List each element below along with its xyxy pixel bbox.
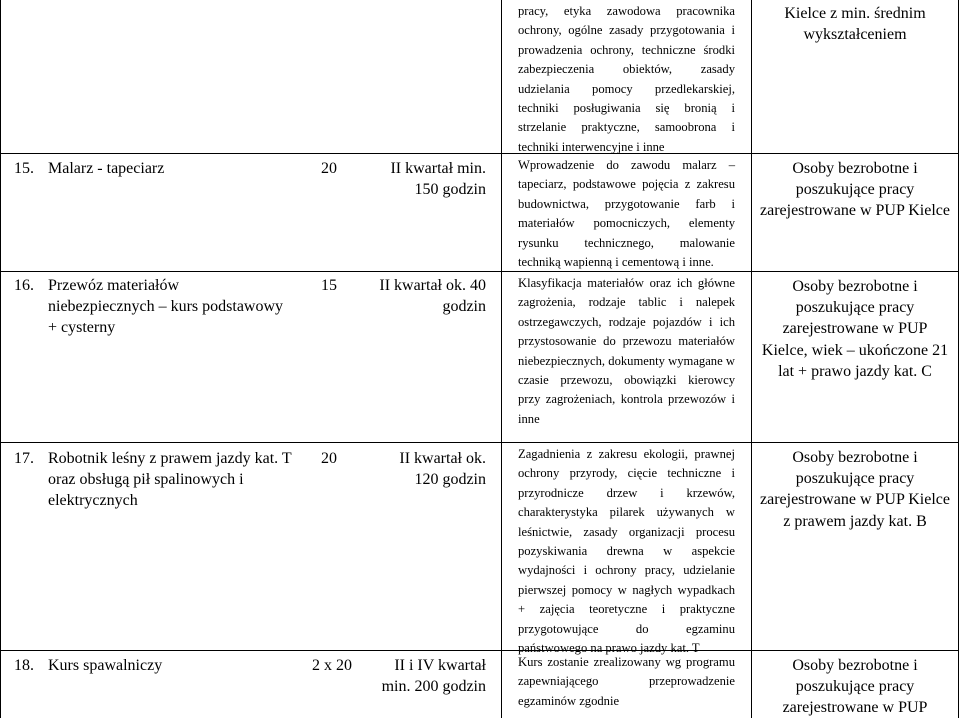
table-row <box>518 2 735 157</box>
participant-count: 20 <box>321 160 337 177</box>
target-group: Osoby bezrobotne i poszukujące pracy zarejestrowane w PUP Kielce z prawem jazdy kat. B <box>760 449 950 530</box>
row-divider <box>0 650 959 651</box>
target-group-cell <box>760 3 950 45</box>
course-term: II kwartał ok. 120 godzin <box>399 450 486 488</box>
course-name: Malarz - tapeciarz <box>48 160 165 177</box>
participant-count: 2 x 20 <box>312 657 352 674</box>
course-term: II kwartał ok. 40 godzin <box>379 277 486 315</box>
row-number: 15. <box>14 160 34 177</box>
table-row <box>14 448 294 511</box>
row-number: 17. <box>14 450 34 467</box>
table-row <box>14 275 284 338</box>
course-name: Robotnik leśny z prawem jazdy kat. T oraz obsługą pił spalinowych i elektrycznych <box>48 450 292 509</box>
target-group: Kielce z min. średnim wykształceniem <box>784 5 926 44</box>
target-group: Osoby bezrobotne i poszukujące pracy zarejestrowane w PUP Kielce <box>760 160 950 220</box>
target-group: Osoby bezrobotne i poszukujące pracy zarejestrowane w PUP Kielce, wiek – ukończone 21 lat + prawo jazdy kat. C <box>761 278 949 380</box>
table-border-left <box>0 0 1 718</box>
table-row <box>14 158 314 179</box>
row-divider <box>0 271 959 272</box>
course-term: II i IV kwartał min. 200 godzin <box>381 657 486 695</box>
course-name: Przewóz materiałów niebezpiecznych – kurs podstawowy + cysterny <box>48 277 284 336</box>
program-description: Klasyfikacja materiałów oraz ich główne zagrożenia, rodzaje tablic i nalepek ostrzegawczych, rodzaje pojazdów i ich przystosowanie do przewozu materiałów niebezpiecznych, dokumenty wymagane w czasie przewozu, obowiązki kierowcy przy zagrożeniach, kontrola przewozów i inne <box>518 276 735 426</box>
row-number: 18. <box>14 657 34 674</box>
participant-count: 15 <box>321 277 337 294</box>
target-group: Osoby bezrobotne i poszukujące pracy zarejestrowane w PUP <box>782 657 928 717</box>
table-border-right <box>958 0 959 718</box>
program-description: Wprowadzenie do zawodu malarz – tapeciarz, podstawowe pojęcia z zakresu budownictwa, przygotowanie farb i materiałów pomocniczych, elementy rysunku technicznego, malowanie techniką wapienną i cementową i inne. <box>518 158 735 270</box>
column-divider <box>501 0 502 718</box>
program-description: Kurs zostanie zrealizowany wg programu zapewniającego przeprowadzenie egzaminów zgodnie <box>518 655 735 708</box>
row-divider <box>0 153 959 154</box>
course-term: II kwartał min. 150 godzin <box>390 160 486 198</box>
table-row <box>14 655 314 676</box>
program-description: pracy, etyka zawodowa pracownika ochrony, ogólne zasady przygotowania i prowadzenia ochrony, techniczne środki zabezpieczenia obiektów, zasady udzielania pomocy przedlekarskiej, techniki posługiwania się bronią i strzelanie praktyczne, samoobrona i techniki interwencyjne i inne <box>518 4 735 154</box>
participant-count: 20 <box>321 450 337 467</box>
column-divider <box>751 0 752 718</box>
course-name: Kurs spawalniczy <box>48 657 163 674</box>
program-description: Zagadnienia z zakresu ekologii, prawnej ochrony przyrody, cięcie techniczne i przyrodnicze drzew i krzewów, charakterystyka pilarek używanych w leśnictwie, zasady organizacji procesu pozyskiwania drewna w aspekcie wydajności i ochrony pracy, udzielanie pierwszej pomocy w nagłych wypadkach + zajęcia teoretyczne i praktyczne przygotowujące do egzaminu państwowego na prawo jazdy kat. T <box>518 447 735 656</box>
row-divider <box>0 442 959 443</box>
row-number: 16. <box>14 277 34 294</box>
